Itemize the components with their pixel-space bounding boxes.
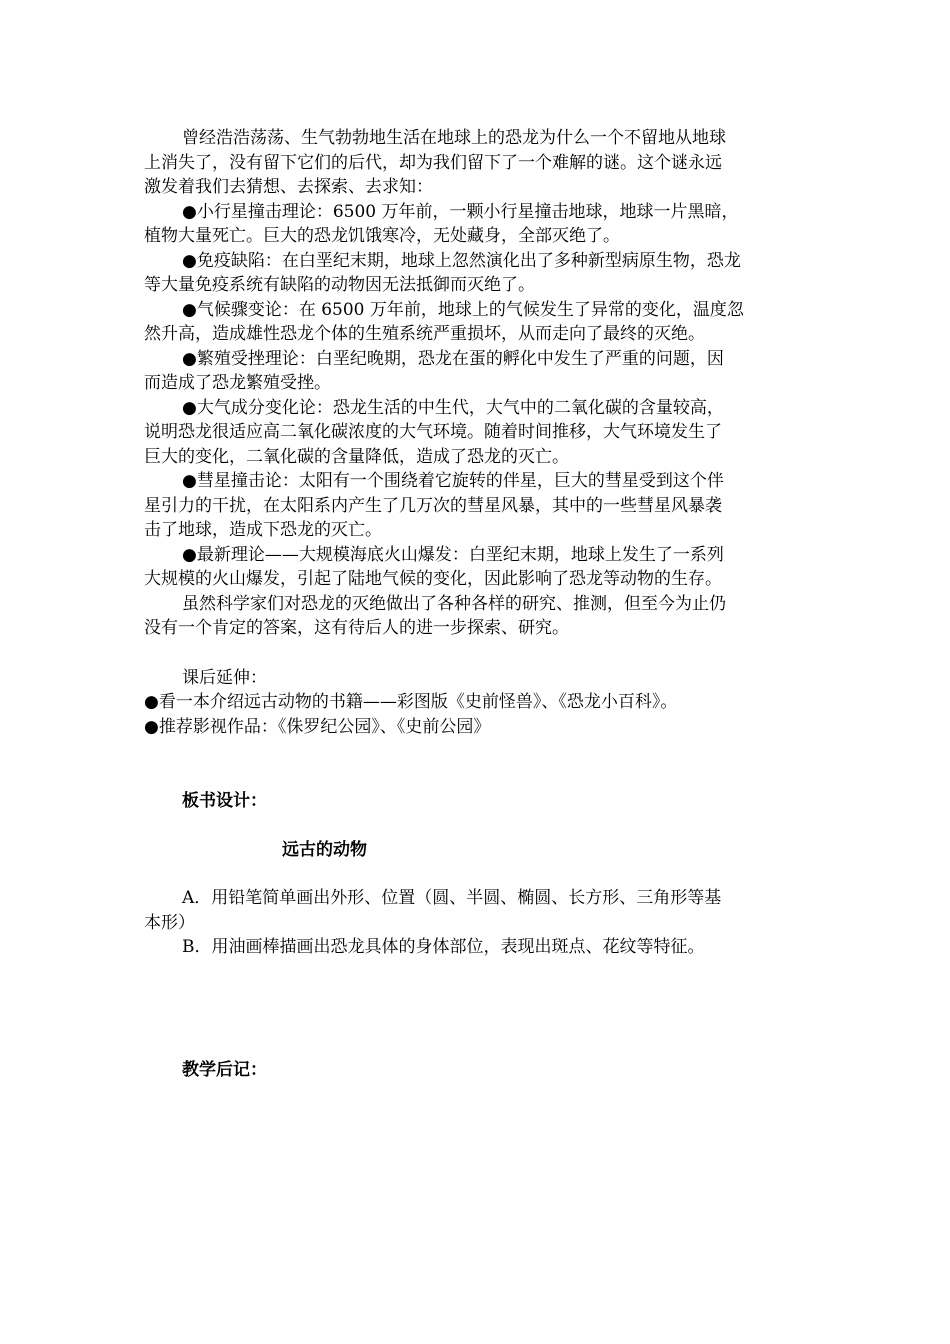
text-line: ●气候骤变论：在 6500 万年前，地球上的气候发生了异常的变化，温度忽 — [182, 299, 744, 320]
text-line: ●小行星撞击理论：6500 万年前，一颗小行星撞击地球，地球一片黑暗， — [182, 201, 739, 222]
conclusion-paragraph — [144, 592, 808, 641]
text-line: 说明恐龙很适应高二氧化碳浓度的大气环境。随着时间推移，大气环境发生了 — [144, 422, 722, 442]
board-step-a: A．用铅笔简单画出外形、位置（圆、半圆、椭圆、长方形、三角形等基 — [182, 888, 722, 908]
document-body — [144, 126, 808, 1082]
board-title: 远古的动物 — [282, 839, 367, 860]
text-line: 星引力的干扰，在太阳系内产生了几万次的彗星风暴，其中的一些彗星风暴袭 — [144, 495, 722, 516]
text-line: ●免疫缺陷：在白垩纪末期，地球上忽然演化出了多种新型病原生物，恐龙 — [182, 250, 741, 271]
text-line: 等大量免疫系统有缺陷的动物因无法抵御而灭绝了。 — [144, 275, 535, 295]
intro-paragraph — [144, 126, 808, 200]
extension-heading: 课后延伸： — [182, 667, 267, 688]
text-line: 巨大的变化，二氧化碳的含量降低，造成了恐龙的灭亡。 — [144, 446, 569, 467]
text-line: 而造成了恐龙繁殖受挫。 — [144, 373, 331, 393]
theory-asteroid — [144, 200, 808, 249]
text-line: 激发着我们去猜想、去探索、去求知： — [144, 177, 433, 197]
theory-immune-defect — [144, 249, 808, 298]
extension-item-book: ●看一本介绍远古动物的书籍——彩图版《史前怪兽》、《恐龙小百科》。 — [144, 692, 678, 712]
teaching-notes-section — [144, 1058, 808, 1083]
text-line: 没有一个肯定的答案，这有待后人的进一步探索、研究。 — [144, 618, 569, 638]
board-step-b: B．用油画棒描画出恐龙具体的身体部位，表现出斑点、花纹等特征。 — [182, 937, 705, 957]
text-line: 曾经浩浩荡荡、生气勃勃地生活在地球上的恐龙为什么一个不留地从地球 — [182, 128, 726, 148]
theory-comet — [144, 469, 808, 543]
board-step-a-cont: 本形） — [144, 912, 195, 933]
text-line: 植物大量死亡。巨大的恐龙饥饿寒冷，无处藏身，全部灭绝了。 — [144, 226, 620, 246]
text-line: ●大气成分变化论：恐龙生活的中生代，大气中的二氧化碳的含量较高， — [182, 397, 724, 418]
text-line: 大规模的火山爆发，引起了陆地气候的变化，因此影响了恐龙等动物的生存。 — [144, 569, 722, 589]
text-line: 上消失了，没有留下它们的后代，却为我们留下了一个难解的谜。这个谜永远 — [144, 152, 722, 173]
board-heading: 板书设计： — [182, 791, 267, 811]
text-line: 然升高，造成雄性恐龙个体的生殖系统严重损坏，从而走向了最终的灭绝。 — [144, 324, 705, 344]
text-line: ●最新理论——大规模海底火山爆发：白垩纪末期，地球上发生了一系列 — [182, 544, 724, 565]
extension-item-film: ●推荐影视作品：《侏罗纪公园》、《史前公园》 — [144, 716, 491, 737]
teaching-notes-heading: 教学后记： — [182, 1059, 267, 1080]
theory-atmosphere — [144, 396, 808, 470]
theory-volcano — [144, 543, 808, 592]
board-design-section — [144, 789, 808, 960]
text-line: 击了地球，造成下恐龙的灭亡。 — [144, 520, 382, 540]
text-line: 虽然科学家们对恐龙的灭绝做出了各种各样的研究、推测，但至今为止仍 — [182, 593, 726, 614]
theory-reproduction — [144, 347, 808, 396]
text-line: ●彗星撞击论：太阳有一个围绕着它旋转的伴星，巨大的彗星受到这个伴 — [182, 471, 724, 491]
text-line: ●繁殖受挫理论：白垩纪晚期，恐龙在蛋的孵化中发生了严重的问题，因 — [182, 348, 724, 369]
extension-section — [144, 666, 808, 740]
theory-climate-change — [144, 298, 808, 347]
